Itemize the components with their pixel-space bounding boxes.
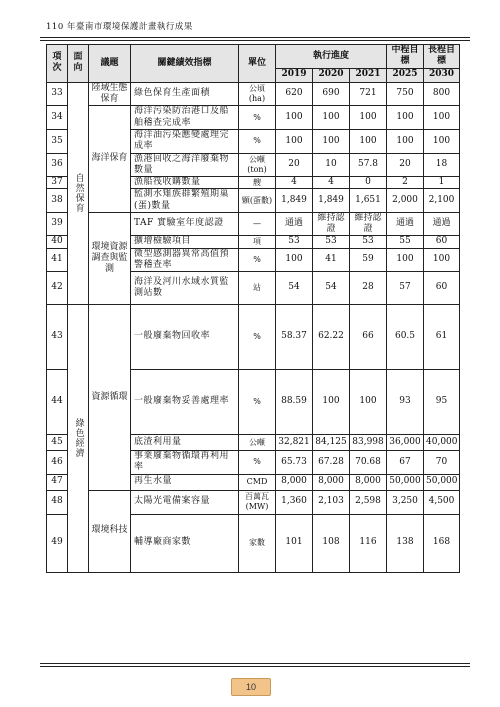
value-cell: 通過 bbox=[424, 212, 460, 236]
unit-cell: % bbox=[239, 370, 276, 435]
value-cell: 70 bbox=[424, 451, 460, 475]
indicator-cell: 一般廢棄物妥善處理率 bbox=[131, 370, 239, 435]
value-cell: 100 bbox=[424, 248, 460, 272]
header-topic: 議題 bbox=[89, 45, 131, 83]
value-cell: 60 bbox=[424, 236, 460, 248]
unit-cell: % bbox=[239, 130, 276, 154]
value-cell: 61 bbox=[424, 305, 460, 370]
indicator-cell: 微型感測器異常高值預警稽查率 bbox=[131, 248, 239, 272]
row-number: 42 bbox=[47, 272, 68, 305]
value-cell: 800 bbox=[424, 82, 460, 106]
unit-cell: 艘 bbox=[239, 177, 276, 189]
row-number: 49 bbox=[47, 514, 68, 572]
unit-cell: 百萬瓦(MW) bbox=[239, 490, 276, 514]
indicator-cell: 海洋及河川水域水質監測站數 bbox=[131, 272, 239, 305]
value-cell: 8,000 bbox=[313, 474, 350, 490]
header-year: 2020 bbox=[313, 68, 350, 82]
header-year: 2030 bbox=[424, 68, 460, 82]
value-cell: 通過 bbox=[387, 212, 424, 236]
row-number: 43 bbox=[47, 305, 68, 370]
value-cell: 100 bbox=[387, 130, 424, 154]
row-number: 45 bbox=[47, 435, 68, 451]
value-cell: 62.22 bbox=[313, 305, 350, 370]
value-cell: 138 bbox=[387, 514, 424, 572]
value-cell: 53 bbox=[313, 236, 350, 248]
value-cell: 116 bbox=[350, 514, 387, 572]
value-cell: 100 bbox=[313, 370, 350, 435]
header-rule-thin bbox=[40, 40, 470, 41]
indicator-cell: 漁港回收之海洋廢棄物數量 bbox=[131, 153, 239, 177]
row-number: 48 bbox=[47, 490, 68, 514]
value-cell: 2,598 bbox=[350, 490, 387, 514]
row-number: 33 bbox=[47, 82, 68, 106]
value-cell: 168 bbox=[424, 514, 460, 572]
indicator-cell: 海洋污染防治港口及船舶稽查完成率 bbox=[131, 106, 239, 130]
indicator-cell: 事業廢棄物循環再利用率 bbox=[131, 451, 239, 475]
kpi-table bbox=[46, 44, 460, 573]
table-row bbox=[47, 490, 460, 514]
value-cell: 4,500 bbox=[424, 490, 460, 514]
value-cell: 8,000 bbox=[276, 474, 313, 490]
header-year: 2021 bbox=[350, 68, 387, 82]
value-cell: 95 bbox=[424, 370, 460, 435]
row-number: 38 bbox=[47, 189, 68, 213]
topic-cell: 環境科技 bbox=[89, 490, 131, 572]
value-cell: 100 bbox=[387, 248, 424, 272]
value-cell: 59 bbox=[350, 248, 387, 272]
row-number: 39 bbox=[47, 212, 68, 236]
row-number: 35 bbox=[47, 130, 68, 154]
indicator-cell: 底渣利用量 bbox=[131, 435, 239, 451]
row-number: 46 bbox=[47, 451, 68, 475]
row-number: 37 bbox=[47, 177, 68, 189]
header-progress: 執行進度 bbox=[276, 45, 387, 69]
value-cell: 1 bbox=[424, 177, 460, 189]
header-rule bbox=[40, 37, 470, 38]
value-cell: 10 bbox=[313, 153, 350, 177]
value-cell: 100 bbox=[276, 130, 313, 154]
value-cell: 40,000 bbox=[424, 435, 460, 451]
row-number: 40 bbox=[47, 236, 68, 248]
aspect-cell: 綠色經濟 bbox=[68, 305, 89, 573]
value-cell: 108 bbox=[313, 514, 350, 572]
unit-cell: 公噸(ton) bbox=[239, 153, 276, 177]
unit-cell: % bbox=[239, 451, 276, 475]
unit-cell: CMD bbox=[239, 474, 276, 490]
aspect-cell: 自然保育 bbox=[68, 82, 89, 305]
table-row bbox=[47, 212, 460, 236]
value-cell: 53 bbox=[350, 236, 387, 248]
header-year: 2019 bbox=[276, 68, 313, 82]
header-unit: 單位 bbox=[239, 45, 276, 83]
page-number: 10 bbox=[231, 678, 271, 696]
value-cell: 100 bbox=[350, 370, 387, 435]
value-cell: 53 bbox=[276, 236, 313, 248]
row-number: 47 bbox=[47, 474, 68, 490]
value-cell: 3,250 bbox=[387, 490, 424, 514]
value-cell: 100 bbox=[276, 106, 313, 130]
unit-cell: % bbox=[239, 248, 276, 272]
value-cell: 通過 bbox=[276, 212, 313, 236]
value-cell: 100 bbox=[313, 106, 350, 130]
value-cell: 55 bbox=[387, 236, 424, 248]
value-cell: 0 bbox=[350, 177, 387, 189]
unit-cell: 公頃(ha) bbox=[239, 82, 276, 106]
indicator-cell: 再生水量 bbox=[131, 474, 239, 490]
value-cell: 101 bbox=[276, 514, 313, 572]
value-cell: 750 bbox=[387, 82, 424, 106]
value-cell: 100 bbox=[350, 106, 387, 130]
topic-cell: 資源循環 bbox=[89, 305, 131, 491]
value-cell: 54 bbox=[313, 272, 350, 305]
unit-cell: 家數 bbox=[239, 514, 276, 572]
value-cell: 100 bbox=[424, 106, 460, 130]
value-cell: 1,651 bbox=[350, 189, 387, 213]
value-cell: 28 bbox=[350, 272, 387, 305]
header-indicator: 關鍵績效指標 bbox=[131, 45, 239, 83]
value-cell: 100 bbox=[350, 130, 387, 154]
value-cell: 8,000 bbox=[350, 474, 387, 490]
row-number: 41 bbox=[47, 248, 68, 272]
value-cell: 84,125 bbox=[313, 435, 350, 451]
indicator-cell: 綠色保育生產面積 bbox=[131, 82, 239, 106]
value-cell: 721 bbox=[350, 82, 387, 106]
value-cell: 1,849 bbox=[276, 189, 313, 213]
value-cell: 65.73 bbox=[276, 451, 313, 475]
value-cell: 36,000 bbox=[387, 435, 424, 451]
value-cell: 20 bbox=[387, 153, 424, 177]
header-mid-target: 中程目標 bbox=[387, 45, 424, 69]
topic-cell: 海洋保育 bbox=[89, 106, 131, 213]
unit-cell: 站 bbox=[239, 272, 276, 305]
topic-cell: 陸域生態保育 bbox=[89, 82, 131, 106]
value-cell: 維持認證 bbox=[350, 212, 387, 236]
value-cell: 88.59 bbox=[276, 370, 313, 435]
indicator-cell: 海洋油污染應變處理完成率 bbox=[131, 130, 239, 154]
value-cell: 100 bbox=[424, 130, 460, 154]
header-long-target: 長程目標 bbox=[424, 45, 460, 69]
value-cell: 1,360 bbox=[276, 490, 313, 514]
table-row bbox=[47, 305, 460, 370]
value-cell: 1,849 bbox=[313, 189, 350, 213]
value-cell: 70.68 bbox=[350, 451, 387, 475]
indicator-cell: 擴增檢驗項目 bbox=[131, 236, 239, 248]
value-cell: 54 bbox=[276, 272, 313, 305]
table-row bbox=[47, 106, 460, 130]
unit-cell: — bbox=[239, 212, 276, 236]
indicator-cell: 太陽光電備案容量 bbox=[131, 490, 239, 514]
row-number: 36 bbox=[47, 153, 68, 177]
value-cell: 2,103 bbox=[313, 490, 350, 514]
topic-cell: 環境資源調查與監測 bbox=[89, 212, 131, 304]
footer-rule-thin bbox=[40, 666, 470, 667]
indicator-cell: 漁船筏收購數量 bbox=[131, 177, 239, 189]
value-cell: 32,821 bbox=[276, 435, 313, 451]
row-number: 34 bbox=[47, 106, 68, 130]
value-cell: 690 bbox=[313, 82, 350, 106]
value-cell: 66 bbox=[350, 305, 387, 370]
value-cell: 4 bbox=[276, 177, 313, 189]
unit-cell: % bbox=[239, 106, 276, 130]
value-cell: 60.5 bbox=[387, 305, 424, 370]
value-cell: 93 bbox=[387, 370, 424, 435]
indicator-cell: TAF 實驗室年度認證 bbox=[131, 212, 239, 236]
indicator-cell: 監測水雉族群繁殖期巢(蛋)數量 bbox=[131, 189, 239, 213]
value-cell: 維持認證 bbox=[313, 212, 350, 236]
unit-cell: % bbox=[239, 305, 276, 370]
value-cell: 620 bbox=[276, 82, 313, 106]
value-cell: 67 bbox=[387, 451, 424, 475]
header-aspect: 面向 bbox=[68, 45, 89, 83]
value-cell: 2 bbox=[387, 177, 424, 189]
value-cell: 100 bbox=[387, 106, 424, 130]
row-number: 44 bbox=[47, 370, 68, 435]
value-cell: 4 bbox=[313, 177, 350, 189]
value-cell: 50,000 bbox=[387, 474, 424, 490]
value-cell: 2,100 bbox=[424, 189, 460, 213]
header-no: 項次 bbox=[47, 45, 68, 83]
indicator-cell: 輔導廠商家數 bbox=[131, 514, 239, 572]
indicator-cell: 一般廢棄物回收率 bbox=[131, 305, 239, 370]
table-row bbox=[47, 82, 460, 106]
running-header: 110 年臺南市環境保護計畫執行成果 bbox=[46, 22, 193, 32]
value-cell: 50,000 bbox=[424, 474, 460, 490]
value-cell: 57.8 bbox=[350, 153, 387, 177]
value-cell: 57 bbox=[387, 272, 424, 305]
unit-cell: 公噸 bbox=[239, 435, 276, 451]
value-cell: 18 bbox=[424, 153, 460, 177]
header-year: 2025 bbox=[387, 68, 424, 82]
value-cell: 100 bbox=[276, 248, 313, 272]
footer-rule bbox=[40, 663, 470, 664]
value-cell: 20 bbox=[276, 153, 313, 177]
value-cell: 58.37 bbox=[276, 305, 313, 370]
unit-cell: 顆(蛋數) bbox=[239, 189, 276, 213]
value-cell: 100 bbox=[313, 130, 350, 154]
value-cell: 41 bbox=[313, 248, 350, 272]
unit-cell: 項 bbox=[239, 236, 276, 248]
value-cell: 83,998 bbox=[350, 435, 387, 451]
value-cell: 60 bbox=[424, 272, 460, 305]
value-cell: 2,000 bbox=[387, 189, 424, 213]
value-cell: 67.28 bbox=[313, 451, 350, 475]
